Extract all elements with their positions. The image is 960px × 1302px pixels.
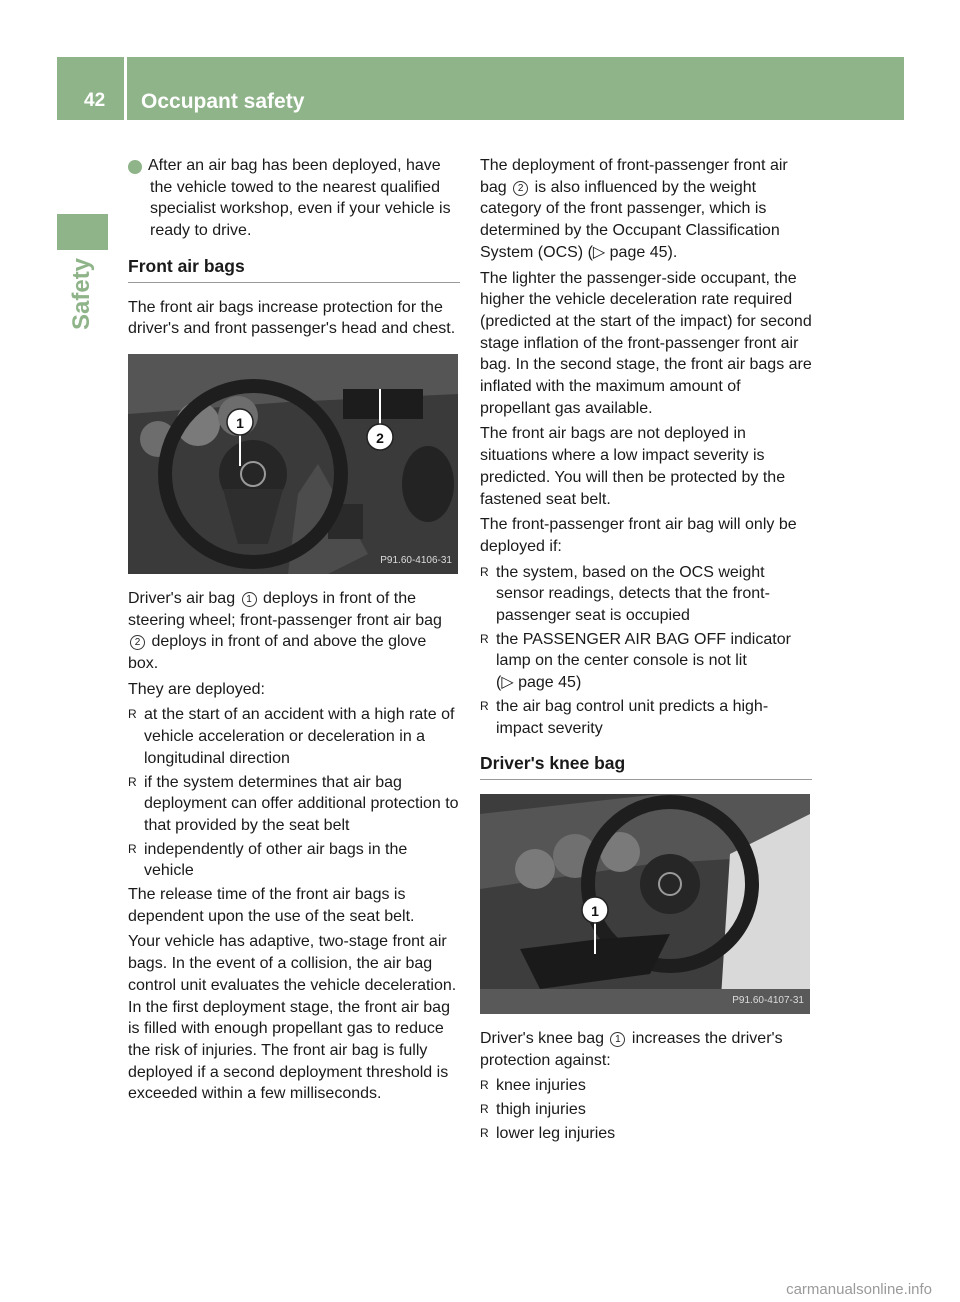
side-tab [57,214,108,250]
adaptive-airbag-para: Your vehicle has adaptive, two-stage front air bags. In the event of a collision, the air bag control unit evaluates the vehicle deceleration. In the first deployment stage, the front air bag is filled with enough propellant gas to reduce the risk of injuries. The front air bag is fully deployed if a second deployment threshold is exceeded within a few milliseconds. [128,933,457,1103]
page-ref-link[interactable]: page 45 [518,674,576,692]
second-stage-para: The lighter the passenger-side occupant, the higher the vehicle deceleration rate required (predicted at the start of the impact) for second stage inflation of the front-passenger front air bag. In the second stage, the front air bags are inflated with the maximum amount of propellant gas available. [480,269,812,417]
passenger-deployment-para: The deployment of front-passenger front air bag 2 is also influenced by the weight category of the front passenger, which is determined by the Occupant Classification System (OCS) (▷ page 45). [480,157,788,261]
info-icon: i [128,160,142,174]
triangle-right-icon: ▷ [501,674,514,692]
knee-bag-figure [480,794,810,1014]
list-item: R the PASSENGER AIR BAG OFF indicator lamp on the center console is not lit (▷ page 45) [480,630,791,692]
page-ref-link[interactable]: page 45 [609,243,668,261]
list-item: R independently of other air bags in the vehicle [128,840,408,880]
release-time-para: The release time of the front air bags is dependent upon the use of the seat belt. [128,886,415,925]
bullet-icon: R [128,841,137,856]
callout-1: 1 [591,902,599,919]
header-divider [124,57,127,120]
list-item: R the system, based on the OCS weight sensor readings, detects that the front-passenger seat is occupied [480,563,770,625]
list-item: R thigh injuries [480,1099,812,1121]
bullet-icon: R [480,1102,489,1117]
side-tab-label: Safety [68,257,95,330]
bullet-icon: R [480,1078,489,1093]
left-column [122,155,460,1109]
watermark: carmanualsonline.info [786,1281,932,1298]
knee-bag-para: Driver's knee bag 1 increases the driver's protection against: [480,1029,783,1069]
dashboard-figure [128,354,458,574]
list-item: R the air bag control unit predicts a high-impact severity [480,697,769,737]
info-note: i After an air bag has been deployed, have the vehicle towed to the nearest qualified specialist workshop, even if your vehicle is ready to drive. [122,157,451,240]
callout-1-marker: 1 [242,592,257,607]
dashboard-illustration [128,354,458,574]
callout-1: 1 [236,414,244,431]
bullet-icon: R [128,774,137,789]
front-airbags-intro: The front air bags increase protection for the driver's and front passenger's head and chest. [128,298,456,338]
callout-2-marker: 2 [513,181,528,196]
figure-code: P91.60-4107-31 [732,995,804,1007]
triangle-right-icon: ▷ [592,243,606,261]
figure-code: P91.60-4106-31 [380,555,452,567]
list-item: R if the system determines that air bag deployment can offer additional protection to that provided by the seat belt [128,773,459,834]
conditions-list [480,562,812,740]
right-column [480,155,812,1147]
callout-2: 2 [376,429,384,446]
conditions-intro: The front-passenger front air bag will only be deployed if: [480,516,797,555]
callout-2-marker: 2 [130,635,145,650]
list-item: R lower leg injuries [480,1123,812,1145]
page-number: 42 [84,90,106,111]
callout-1-marker: 1 [610,1032,625,1047]
chapter-title: Occupant safety [141,90,305,113]
section-heading-front-air-bags: Front air bags [128,256,460,283]
list-item: R at the start of an accident with a high rate of vehicle acceleration or deceleration in a longitudinal direction [128,706,455,767]
bullet-icon: R [480,698,489,713]
section-heading-knee-bag: Driver's knee bag [480,753,812,780]
bullet-icon: R [480,1125,489,1140]
airbag-caption: Driver's air bag 1 deploys in front of the steering wheel; front-passenger front air bag 2 deploys in front of and above the glove box. [128,589,442,673]
list-item: R knee injuries [480,1075,812,1097]
injuries-list [480,1075,812,1144]
bullet-icon: R [128,707,137,722]
bullet-icon: R [480,564,489,579]
knee-bag-illustration [480,794,810,1014]
bullet-icon: R [480,631,489,646]
deployment-list [128,704,460,882]
deployed-intro: They are deployed: [128,680,265,698]
not-deployed-para: The front air bags are not deployed in situations where a low impact severity is predicted. You will then be protected by the fastened seat belt. [480,425,786,508]
